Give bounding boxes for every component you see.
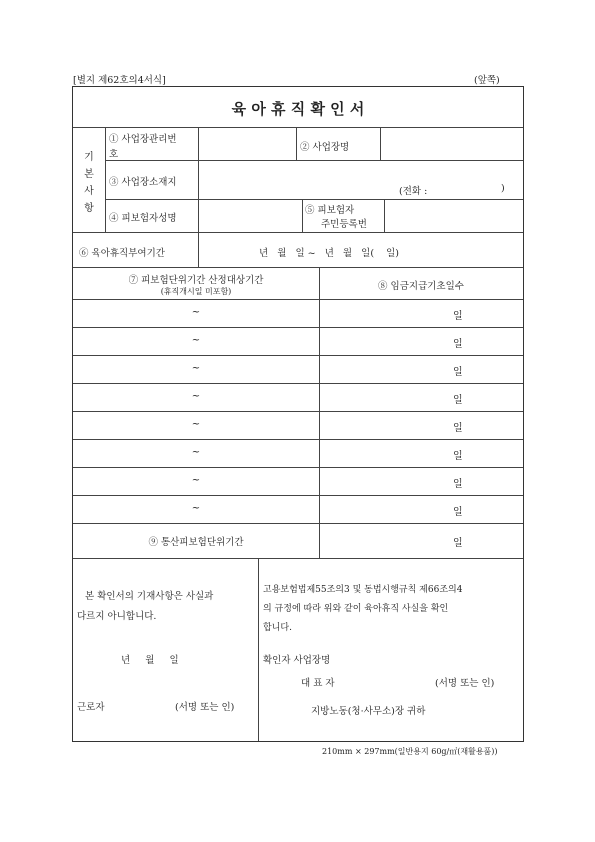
col-period-subheader: (휴직개시일 미포함) — [160, 287, 232, 296]
business-name-field[interactable] — [381, 128, 522, 159]
confirmation-form — [72, 86, 524, 742]
leave-period-label: ⑥ 육아휴직부여기간 — [79, 248, 165, 259]
business-name-label: ② 사업장명 — [300, 142, 350, 153]
employee-sign-field[interactable]: (서명 또는 인) — [175, 702, 235, 713]
col-days-header: ⑧ 임금지급기초일수 — [378, 281, 464, 292]
table-row-period[interactable]: ~ — [191, 503, 201, 514]
col-period-header: ⑦ 피보험단위기간 산정대상기간 — [128, 275, 264, 286]
representative-label: 대 표 자 — [301, 678, 335, 689]
phone-label: (전화 : — [399, 186, 428, 197]
employee-statement: 본 확인서의 기재사항은 사실과 — [85, 591, 214, 602]
employee-statement-cont: 다르지 아니합니다. — [77, 611, 157, 622]
employee-signer-label: 근로자 — [77, 702, 105, 713]
reg-no-field[interactable] — [199, 128, 295, 159]
table-row-period[interactable]: ~ — [191, 391, 201, 402]
table-row-days[interactable]: 일 — [453, 423, 463, 434]
form-number: [별지 제62호의4서식] — [73, 75, 166, 86]
reg-no-label: ① 사업장관리번 — [109, 134, 177, 145]
table-row-days[interactable]: 일 — [453, 395, 463, 406]
table-row-days[interactable]: 일 — [453, 311, 463, 322]
table-row-days[interactable]: 일 — [453, 367, 463, 378]
basic-section-label: 기 본 사 항 — [84, 152, 94, 214]
table-row-days[interactable]: 일 — [453, 339, 463, 350]
table-row-period[interactable]: ~ — [191, 475, 201, 486]
leave-period-value[interactable]: 년 월 일 ~ 년 월 일( 일) — [259, 248, 400, 259]
insured-name-field[interactable] — [199, 200, 301, 231]
employer-statement-end: 합니다. — [263, 623, 292, 633]
confirmer-business-label: 확인자 사업장명 — [263, 655, 331, 666]
page-side-label: (앞쪽) — [474, 75, 500, 86]
employer-statement: 고용보험법제55조의3 및 동법시행규칙 제66조의4 — [263, 585, 463, 595]
table-row-period[interactable]: ~ — [191, 307, 201, 318]
total-insured-period-value[interactable]: 일 — [453, 538, 463, 549]
employer-sign-field[interactable]: (서명 또는 인) — [435, 678, 495, 689]
employer-statement-cont: 의 규정에 따라 위와 같이 육아휴직 사실을 확인 — [263, 604, 449, 614]
phone-close: ) — [501, 183, 505, 194]
address-label: ③ 사업장소재지 — [109, 177, 177, 188]
table-row-days[interactable]: 일 — [453, 479, 463, 490]
reg-no-label-cont: 호 — [109, 149, 119, 160]
paper-spec: 210mm × 297mm(일반용지 60g/㎡(재활용품)) — [322, 747, 498, 756]
table-row-period[interactable]: ~ — [191, 447, 201, 458]
table-row-period[interactable]: ~ — [191, 335, 201, 346]
table-row-days[interactable]: 일 — [453, 507, 463, 518]
insured-id-label: ⑤ 피보험자 — [305, 205, 355, 216]
table-row-period[interactable]: ~ — [191, 363, 201, 374]
insured-id-field[interactable] — [385, 200, 522, 231]
addressee: 지방노동(청·사무소)장 귀하 — [311, 706, 426, 717]
phone-field[interactable] — [439, 181, 499, 195]
total-insured-period-label: ⑨ 통산피보험단위기간 — [148, 537, 244, 548]
employee-date[interactable]: 년 월 일 — [121, 655, 179, 666]
insured-id-label-cont: 주민등록번 — [321, 219, 367, 230]
table-row-days[interactable]: 일 — [453, 451, 463, 462]
insured-name-label: ④ 피보험자성명 — [109, 213, 177, 224]
form-title: 육 아 휴 직 확 인 서 — [231, 100, 365, 118]
table-row-period[interactable]: ~ — [191, 419, 201, 430]
